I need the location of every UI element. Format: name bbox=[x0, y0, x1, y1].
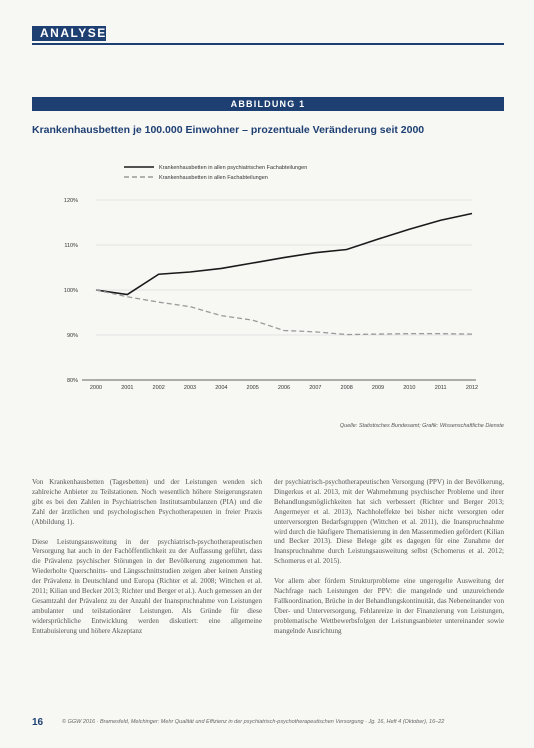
figure-source: Quelle: Statistisches Bundesamt; Grafik: Wissenschaftliche Dienste bbox=[339, 423, 504, 429]
series-line-1 bbox=[96, 214, 472, 295]
legend-label: Krankenhausbetten in allen psychiatrischen Fachabteilungen bbox=[159, 165, 308, 171]
y-tick-label: 80% bbox=[66, 378, 78, 384]
legend-label: Krankenhausbetten in allen Fachabteilungen bbox=[159, 175, 268, 181]
body-text bbox=[32, 478, 504, 647]
x-tick-label: 2009 bbox=[371, 385, 385, 391]
x-tick-label: 2002 bbox=[152, 385, 165, 391]
x-tick-label: 2003 bbox=[183, 385, 197, 391]
x-tick-label: 2005 bbox=[246, 385, 259, 391]
series-line-2 bbox=[96, 290, 472, 335]
line-chart bbox=[32, 150, 504, 400]
paragraph: Vor allem aber fördern Strukturprobleme eine ungeregelte Ausweitung der Nachfrage nach Leistungen der PPV: die mangelnde und unzureichende Fallkoordination, Brüche in der Behandlungskontinuität, das Nebeneinander von Über- und Unterversorgung, Fehlanreize in der Finanzierung von Leistungen, problematische Wettbewerbsfolgen der Leistungsanbieter untereinander sowie mangelnde Ausrichtung bbox=[274, 577, 504, 635]
x-tick-label: 2008 bbox=[340, 385, 353, 391]
x-tick-label: 2010 bbox=[403, 385, 416, 391]
body-column-left bbox=[32, 478, 262, 647]
y-tick-label: 110% bbox=[64, 243, 78, 249]
x-tick-label: 2001 bbox=[121, 385, 134, 391]
y-tick-label: 90% bbox=[66, 333, 78, 339]
paragraph: Von Krankenhausbetten (Tagesbetten) und der Leistungen wenden sich zahlreiche Anbieter zu Teilstationen. Noch wesentlich höhere Steigerungsraten gibt es bei den Zahlen in Psychiatrischen Institutsambulanzen (PIA) und die Zahl der ärztlichen und psychologischen Psychotherapeuten in freier Praxis (Abbildung 1). bbox=[32, 478, 262, 526]
x-tick-label: 2004 bbox=[215, 385, 228, 391]
paragraph: der psychiatrisch-psychotherapeutischen Versorgung (PPV) in der Bevölkerung, Dingerkus et al. 2013, mit der Wahrnehmung psychischer Probleme und ihrer Behandlungsmöglichkeiten hat sich verbessert (Richter und Berger 2013; Angermeyer et al. 2013), Nachholeffekte bei bisher nicht versorgten oder unterversorgten Bedarfsgruppen (Wittchen et al. 2011), die Inanspruchnahme wird durch die häufigere Thematisierung in den Massenmedien gefördert (Kilian und Becker 2013). Diese Belege gibt es dagegen für eine Zunahme der Inanspruchnahme durch Leistungsausweitung selbst (Schomerus et al. 2012; Schomerus et al. 2015). bbox=[274, 478, 504, 566]
paragraph: Diese Leistungsausweitung in der psychiatrisch-psychotherapeutischen Versorgung hat auch in der Fachöffentlichkeit zu der Auffassung geführt, dass die Prävalenz psychischer Störungen in der Bevölkerung zugenommen hat. Wiederholte Querschnitts- und Längsschnittstudien zeigen aber keinen Anstieg der Prävalenz in Deutschland und Europa (Richter et al. 2008; Wittchen et al. 2011; Kilian und Becker 2013; Richter und Berger et al.). Auch gemessen an der Gesamtzahl der Prävalenz zu der Anzahl der Inanspruchnahme von Leistungen ambulanter und teilstationärer Leistungen. Als Gründe für diese widersprüchliche Entwicklung werden diskutiert: eine allgemeine Enttabuisierung und höhere Akzeptanz bbox=[32, 537, 262, 635]
figure-label: ABBILDUNG 1 bbox=[32, 97, 504, 111]
section-tag: ANALYSE bbox=[32, 26, 106, 41]
x-tick-label: 2006 bbox=[277, 385, 291, 391]
x-tick-label: 2007 bbox=[309, 385, 322, 391]
x-tick-label: 2000 bbox=[89, 385, 103, 391]
x-tick-label: 2012 bbox=[465, 385, 479, 391]
body-column-right bbox=[274, 478, 504, 647]
page-number: 16 bbox=[32, 717, 44, 728]
header-rule bbox=[32, 43, 504, 45]
y-tick-label: 100% bbox=[63, 288, 78, 294]
x-tick-label: 2011 bbox=[434, 385, 447, 391]
figure-title: Krankenhausbetten je 100.000 Einwohner – prozentuale Veränderung seit 2000 bbox=[32, 124, 425, 136]
y-tick-label: 120% bbox=[63, 198, 78, 204]
footer-citation: © GGW 2016 · Bramesfeld, Melchinger: Mehr Qualität und Effizienz in der psychiatrisch-psychotherapeutischen Versorgung · Jg. 16, Heft 4 (Oktober), 16–22 bbox=[62, 719, 445, 725]
